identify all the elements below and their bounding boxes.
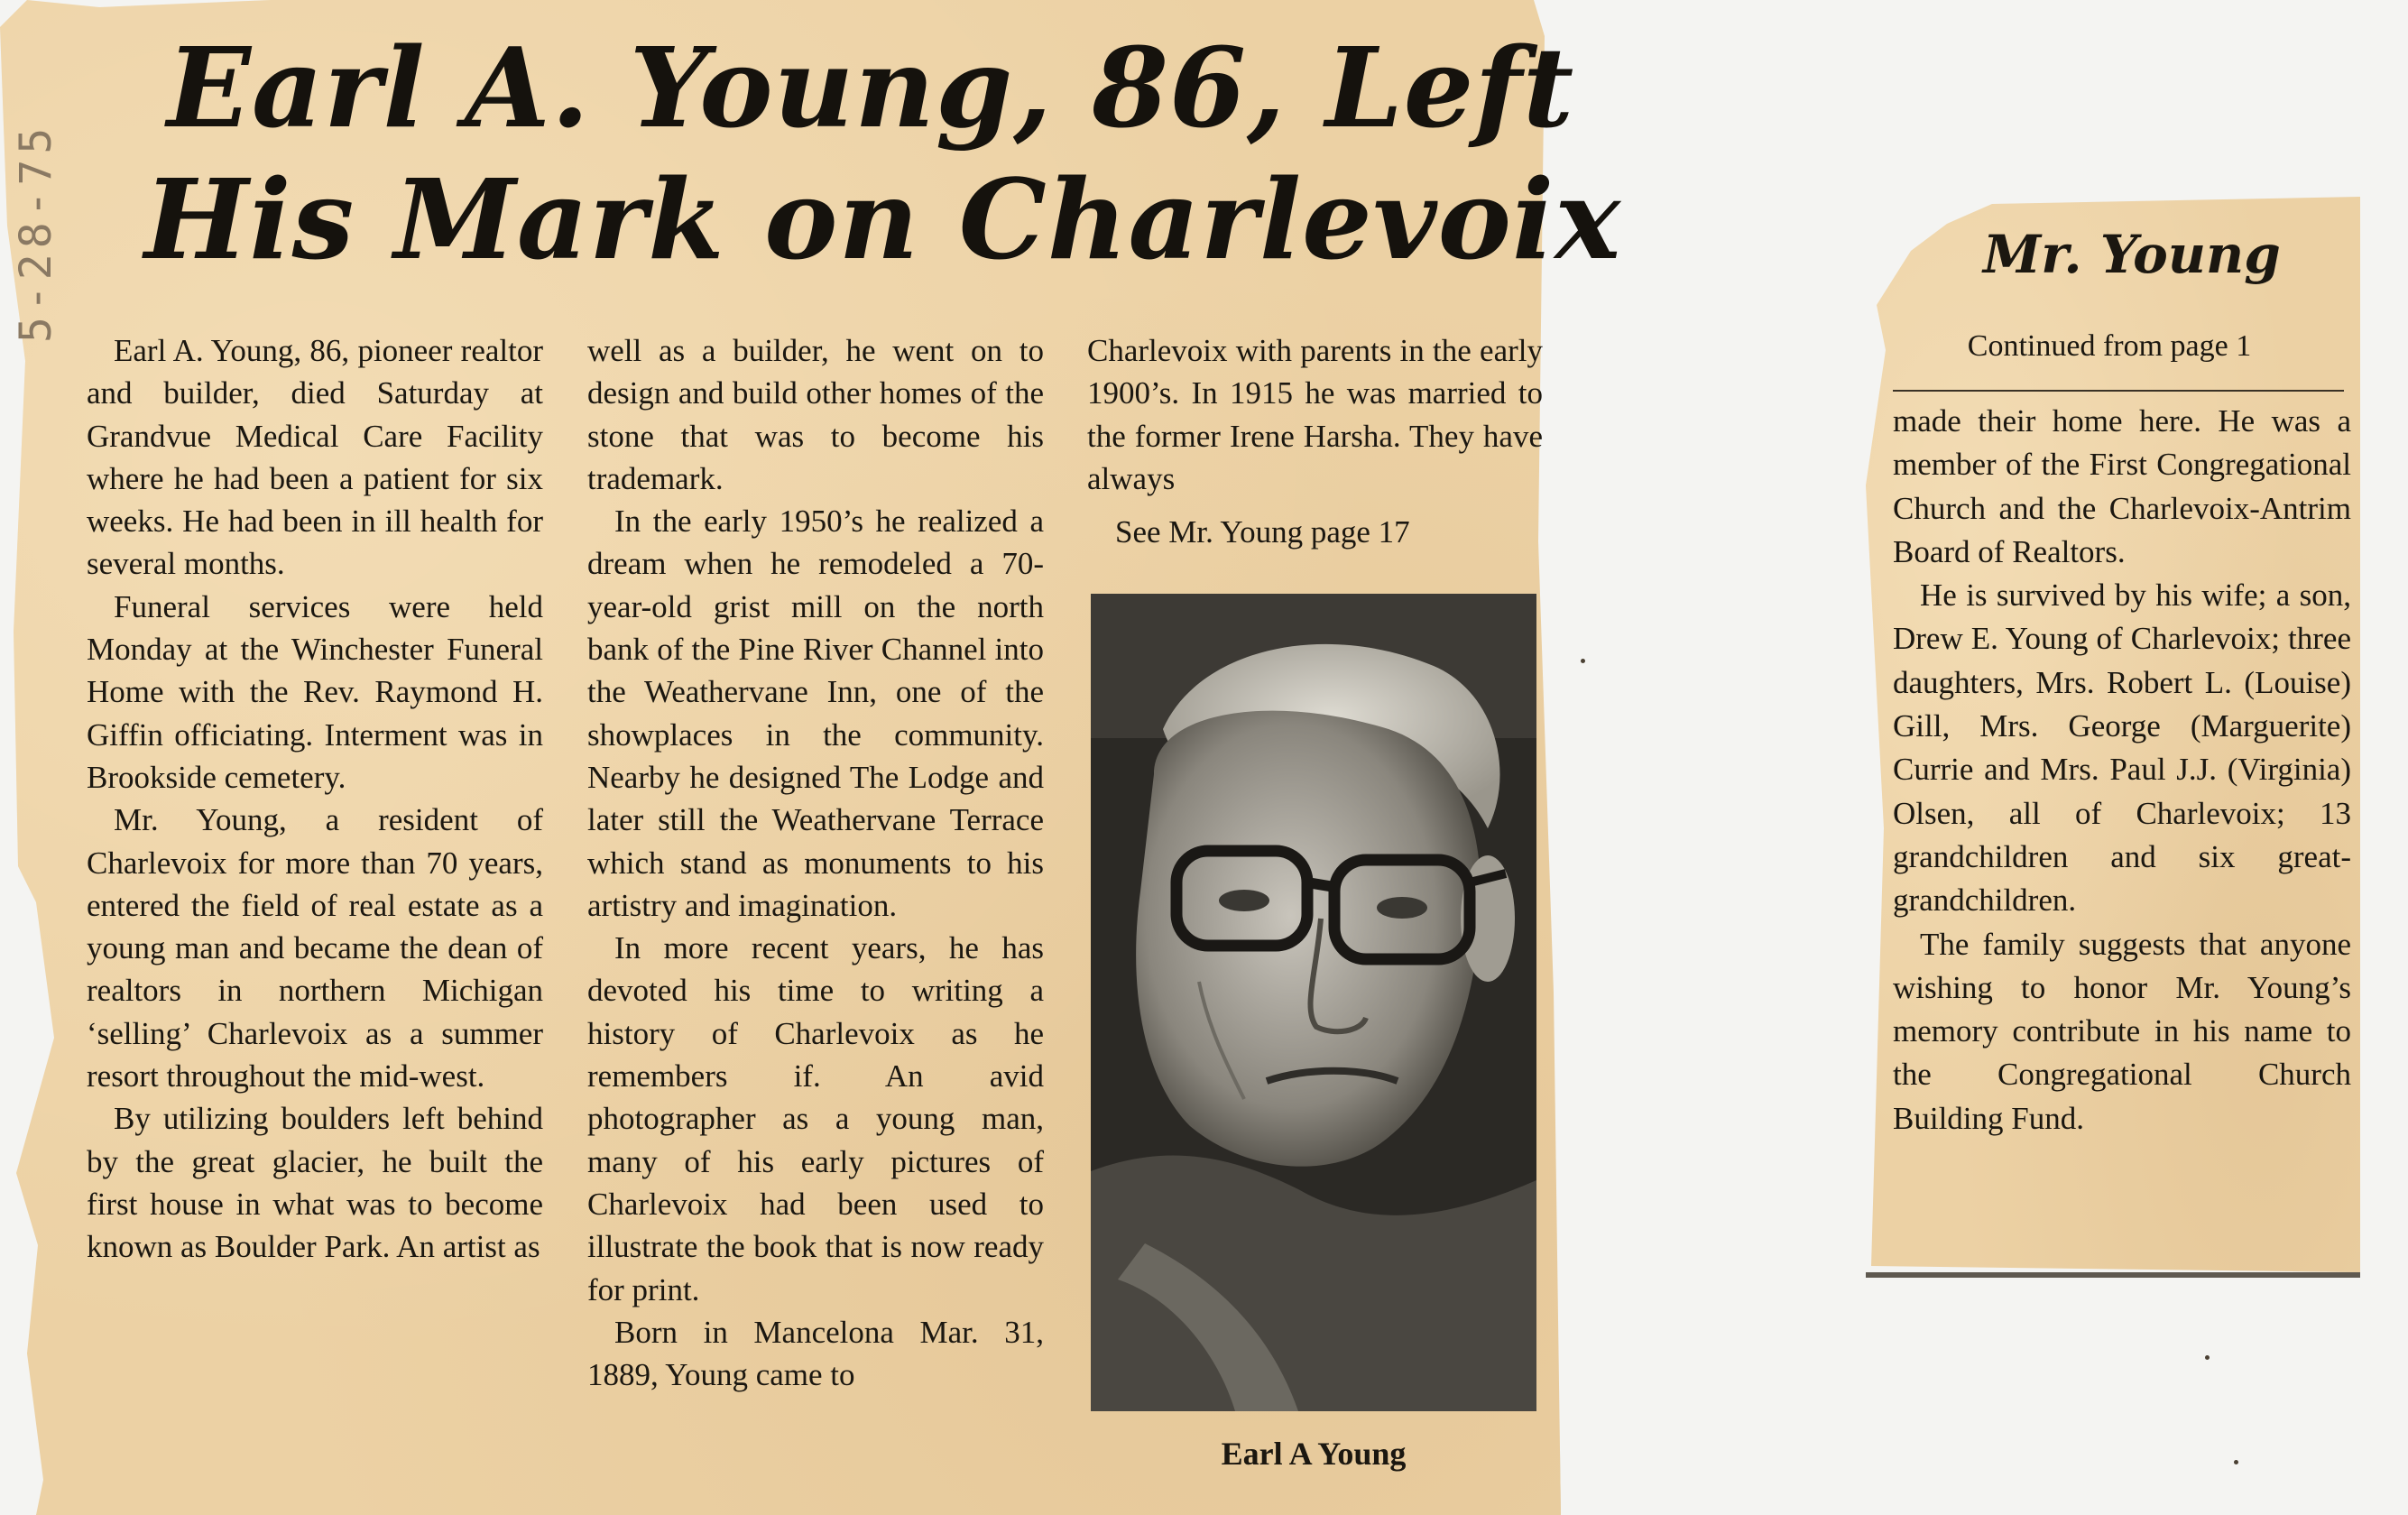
paragraph: made their home here. He was a member of the First Congregational Church and the Charlevoix-Antrim Board of Realtors. [1893, 403, 2351, 569]
headline-line-2: His Mark on Charlevoix [144, 154, 1622, 284]
portrait-photo [1091, 594, 1536, 1411]
dust-speck [2205, 1355, 2210, 1360]
clipping-edge-shadow [1866, 1272, 2360, 1278]
continued-from-line: Continued from page 1 [1967, 329, 2252, 363]
continuation-column [1893, 400, 2351, 1141]
paragraph: Earl A. Young, 86, pioneer realtor and builder, died Saturday at Grandvue Medical Care Facility where he had been a patient for six weeks. He had been in ill health for several months. [87, 333, 543, 582]
paragraph: The family suggests that anyone wishing to honor Mr. Young’s memory contribute in his name to the Congregational Church Building Fund. [1893, 926, 2351, 1136]
article-column-3 [1087, 329, 1543, 500]
paragraph: Born in Mancelona Mar. 31, 1889, Young came to [587, 1314, 1044, 1393]
headline [135, 18, 1622, 284]
portrait-image [1091, 594, 1536, 1411]
photo-caption: Earl A Young [1221, 1436, 1407, 1472]
divider [1893, 390, 2344, 392]
paragraph: In the early 1950’s he realized a dream when he remodeled a 70-year-old grist mill on the north bank of the Pine River Channel into the Weathervane Inn, one of the showplaces in the community. Nearby he designed The Lodge and later still the Weathervane Terrace which stand as monuments to his artistry and imagination. [587, 503, 1044, 923]
article-column-1 [87, 329, 543, 1269]
paragraph: In more recent years, he has devoted his time to writing a history of Charlevoix as he remembers if. An avid photographer as a young man, many of his early pictures of Charlevoix had been used to illustrate the book that is now ready for print. [587, 930, 1044, 1307]
paragraph: Funeral services were held Monday at the Winchester Funeral Home with the Rev. Raymond H. Giffin officiating. Interment was in Brookside cemetery. [87, 588, 543, 795]
dust-speck [1581, 659, 1585, 663]
paragraph: Charlevoix with parents in the early 1900’s. In 1915 he was married to the former Irene Harsha. They have always [1087, 333, 1543, 496]
paragraph: He is survived by his wife; a son, Drew E. Young of Charlevoix; three daughters, Mrs. Robert L. (Louise) Gill, Mrs. George (Marguerite) Currie and Mrs. Paul J.J. (Virginia) Olsen, all of Charlevoix; 13 grandchildren and six great-grandchildren. [1893, 577, 2351, 919]
paragraph: well as a builder, he went on to design and build other homes of the stone that was to become his trademark. [587, 333, 1044, 496]
dust-speck [2234, 1460, 2238, 1464]
handwritten-date: 5-28-75 [11, 122, 61, 343]
jump-line: See Mr. Young page 17 [1115, 514, 1410, 550]
article-column-2 [587, 329, 1044, 1396]
continuation-heading: Mr. Young [1983, 224, 2281, 285]
paragraph: By utilizing boulders left behind by the great glacier, he built the first house in what was to become known as Boulder Park. An artist as [87, 1101, 543, 1265]
headline-line-1: Earl A. Young, 86, Left [167, 23, 1575, 152]
paragraph: Mr. Young, a resident of Charlevoix for more than 70 years, entered the field of real estate as a young man and became the dean of realtors in northern Michigan ‘selling’ Charlevoix as a summer resort throughout the mid-west. [87, 802, 543, 1095]
